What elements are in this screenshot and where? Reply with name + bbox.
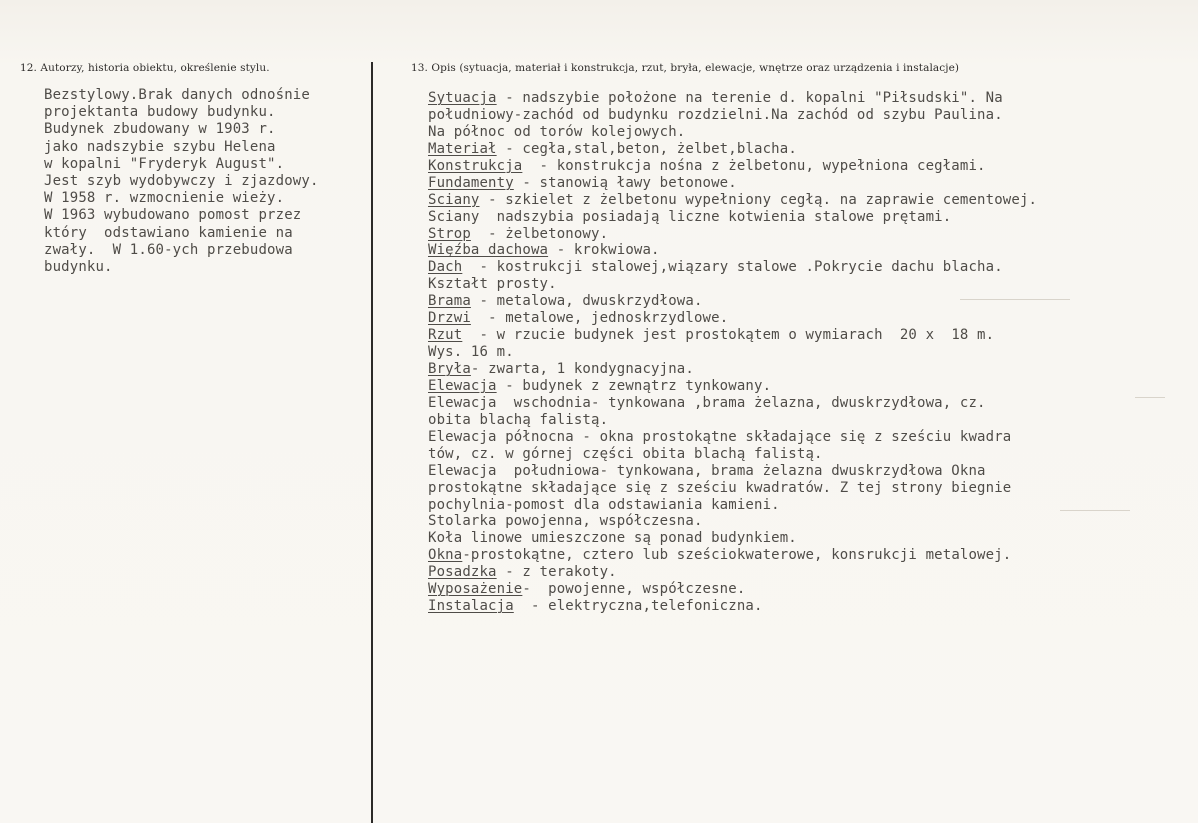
description-line: [428, 175, 1188, 192]
description-line: [428, 429, 1188, 446]
history-line: budynku.: [44, 258, 113, 275]
description-line: [428, 463, 1188, 480]
field-text: prostokątne składające się z sześciu kwadratów. Z tej strony biegnie: [428, 479, 1012, 496]
section-13-heading: 13. Opis (sytuacja, materiał i konstrukcja, rzut, bryła, elewacje, wnętrze oraz urządzenia i instalacje): [411, 62, 960, 74]
description-line: [428, 361, 1188, 378]
field-label: Dach: [428, 259, 463, 276]
description-line: [428, 293, 1188, 310]
field-text: Stolarka powojenna, współczesna.: [428, 513, 703, 530]
field-text: -prostokątne, cztero lub sześciokwaterowe, konsrukcji metalowej.: [462, 547, 1012, 564]
field-text: - szkielet z żelbetonu wypełniony cegłą. na zaprawie cementowej.: [479, 191, 1038, 208]
description-line: [428, 107, 1188, 124]
description-line: [428, 598, 1188, 615]
description-line: [428, 446, 1188, 463]
field-label: Strop: [428, 225, 471, 242]
field-label: Drzwi: [428, 310, 471, 327]
description-line: [428, 497, 1188, 514]
field-text: Kształt prosty.: [428, 276, 557, 293]
field-label: Okna: [428, 547, 463, 564]
history-line: który odstawiano kamienie na: [44, 224, 293, 241]
field-text: - w rzucie budynek jest prostokątem o wymiarach 20 x 18 m.: [462, 327, 995, 344]
history-line: W 1963 wybudowano pomost przez: [44, 207, 302, 224]
description-line: [428, 310, 1188, 327]
description-line: [428, 209, 1188, 226]
description-line: [428, 530, 1188, 547]
description-line: [428, 395, 1188, 412]
description-line: [428, 259, 1188, 276]
field-label: Fundamenty: [428, 174, 514, 191]
field-text: południowy-zachód od budynku rozdzielni.Na zachód od szybu Paulina.: [428, 106, 1003, 123]
history-text-block: [44, 87, 369, 276]
field-label: Wyposażenie: [428, 581, 523, 598]
field-label: Konstrukcja: [428, 157, 523, 174]
field-text: - z terakoty.: [496, 564, 617, 581]
field-text: pochylnia-pomost dla odstawiania kamieni.: [428, 496, 780, 513]
field-text: - nadszybie położone na terenie d. kopalni "Piłsudski". Na: [496, 90, 1003, 106]
description-line: [428, 378, 1188, 395]
field-text: - żelbetonowy.: [470, 225, 609, 242]
field-label: Instalacja: [428, 598, 514, 615]
section-12-heading: 12. Autorzy, historia obiektu, określenie stylu.: [20, 62, 270, 74]
description-line: [428, 124, 1188, 141]
field-label: Bryła: [428, 361, 471, 377]
field-text: - metalowa, dwuskrzydłowa.: [470, 293, 703, 310]
history-line: w kopalni "Fryderyk August".: [44, 155, 285, 172]
field-label: Więźba dachowa: [428, 242, 549, 259]
field-label: Sciany: [428, 191, 480, 208]
field-text: obita blachą falistą.: [428, 411, 609, 428]
description-line: [428, 581, 1188, 598]
history-line: projektanta budowy budynku.: [44, 104, 276, 121]
description-line: [428, 564, 1188, 581]
field-text: Wys. 16 m.: [428, 344, 514, 361]
history-line: zwały. W 1.60-ych przebudowa: [44, 241, 293, 258]
field-text: - powojenne, współczesne.: [522, 581, 746, 598]
field-label: Sytuacja: [428, 90, 497, 106]
field-text: - elektryczna,telefoniczna.: [513, 598, 763, 615]
description-line: [428, 547, 1188, 564]
description-line: [428, 344, 1188, 361]
description-line: [428, 412, 1188, 429]
field-text: - konstrukcja nośna z żelbetonu, wypełniona cegłami.: [522, 157, 986, 174]
field-text: - stanowią ławy betonowe.: [513, 174, 737, 191]
field-text: - cegła,stal,beton, żelbet,blacha.: [496, 140, 797, 157]
field-label: Elewacja: [428, 377, 497, 394]
field-text: Elewacja wschodnia- tynkowana ,brama żelazna, dwuskrzydłowa, cz.: [428, 394, 986, 411]
field-text: Koła linowe umieszczone są ponad budynkiem.: [428, 530, 797, 547]
description-line: [428, 141, 1188, 158]
field-text: - krokwiowa.: [548, 242, 660, 259]
description-line: [428, 158, 1188, 175]
field-label: Rzut: [428, 327, 463, 344]
history-line: jako nadszybie szybu Helena: [44, 138, 276, 155]
field-text: - budynek z zewnątrz tynkowany.: [496, 377, 772, 394]
field-text: - metalowe, jednoskrzydlowe.: [470, 310, 729, 327]
description-line: [428, 276, 1188, 293]
description-line: [428, 242, 1188, 259]
field-text: Na północ od torów kolejowych.: [428, 123, 686, 140]
field-text: Elewacja południowa- tynkowana, brama żelazna dwuskrzydłowa Okna: [428, 462, 986, 479]
field-text: Sciany nadszybia posiadają liczne kotwienia stalowe prętami.: [428, 208, 952, 225]
field-label: Posadzka: [428, 564, 497, 581]
description-text-block: [428, 90, 1188, 615]
field-text: - kostrukcji stalowej,wiązary stalowe .Pokrycie dachu blacha.: [462, 259, 1003, 276]
description-line: [428, 513, 1188, 530]
history-line: W 1958 r. wzmocnienie wieży.: [44, 190, 285, 207]
field-text: tów, cz. w górnej części obita blachą falistą.: [428, 445, 823, 462]
description-line: [428, 226, 1188, 243]
field-text: - zwarta, 1 kondygnacyjna.: [470, 361, 694, 377]
history-line: Jest szyb wydobywczy i zjazdowy.: [44, 172, 319, 189]
description-line: [428, 327, 1188, 344]
field-label: Materiał: [428, 140, 497, 157]
description-line: [428, 480, 1188, 497]
description-line: [428, 192, 1188, 209]
history-line: Budynek zbudowany w 1903 r.: [44, 121, 276, 138]
description-line: [428, 90, 1188, 107]
field-label: Brama: [428, 293, 471, 310]
column-divider: [371, 62, 373, 823]
field-text: Elewacja północna - okna prostokątne składające się z sześciu kwadra: [428, 428, 1012, 445]
history-line: Bezstylowy.Brak danych odnośnie: [44, 87, 310, 103]
